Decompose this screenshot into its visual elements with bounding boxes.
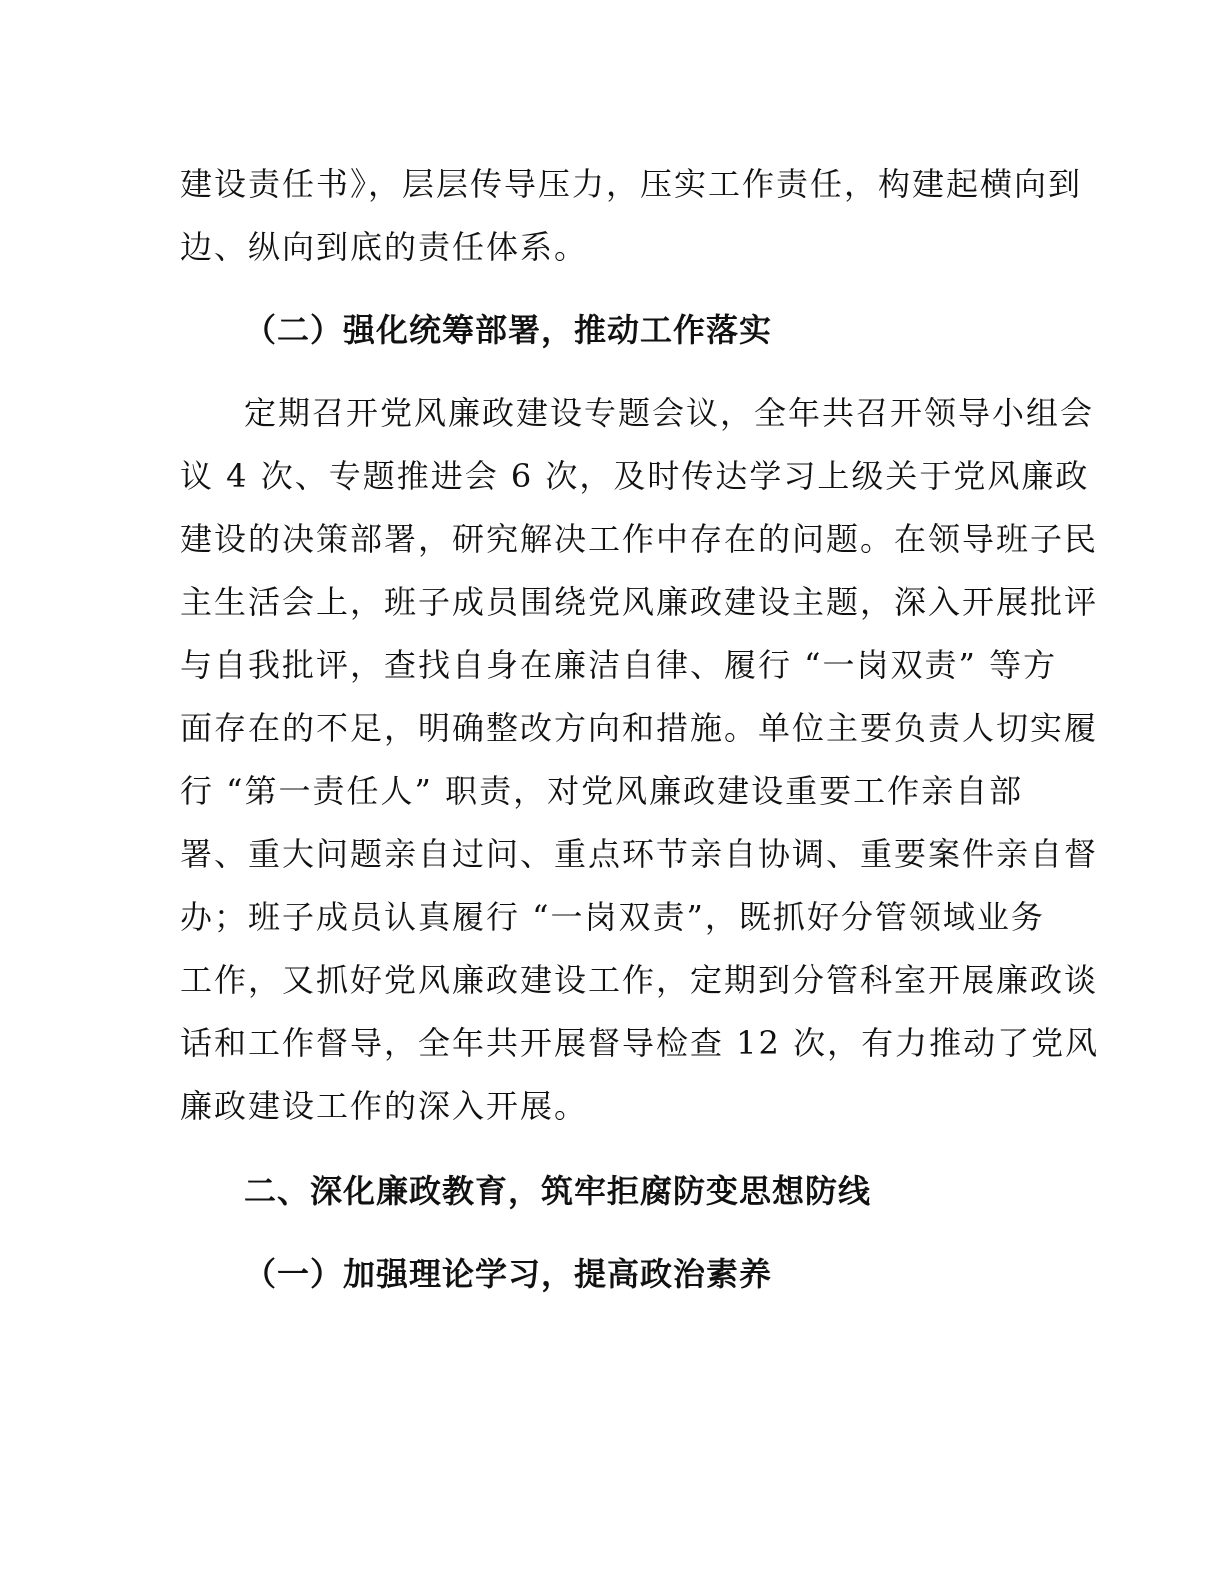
section-heading: 二、深化廉政教育，筑牢拒腐防变思想防线 — [244, 1172, 872, 1210]
paragraph-2-line-8: 署、重大问题亲自过问、重点环节亲自协调、重要案件亲自督 — [180, 835, 1099, 873]
paragraph-2-line-4: 主生活会上，班子成员围绕党风廉政建设主题，深入开展批评 — [180, 583, 1099, 621]
paragraph-2-line-6: 面存在的不足，明确整改方向和措施。单位主要负责人切实履 — [180, 709, 1099, 747]
paragraph-2-line-11: 话和工作督导，全年共开展督导检查 12 次，有力推动了党风 — [180, 1024, 1100, 1062]
paragraph-2-line-5: 与自我批评，查找自身在廉洁自律、履行 “一岗双责” 等方 — [180, 646, 1058, 684]
continuation-line-1: 建设责任书》，层层传导压力，压实工作责任，构建起横向到 — [180, 165, 1083, 203]
paragraph-2-line-3: 建设的决策部署，研究解决工作中存在的问题。在领导班子民 — [180, 520, 1099, 558]
paragraph-2-line-10: 工作，又抓好党风廉政建设工作，定期到分管科室开展廉政谈 — [180, 961, 1099, 999]
paragraph-2-line-7: 行 “第一责任人” 职责，对党风廉政建设重要工作亲自部 — [180, 772, 1024, 810]
paragraph-2-line-9: 办；班子成员认真履行 “一岗双责”，既抓好分管领域业务 — [180, 898, 1045, 936]
paragraph-2-line-2: 议 4 次、专题推进会 6 次，及时传达学习上级关于党风廉政 — [180, 457, 1090, 495]
paragraph-2-line-1: 定期召开党风廉政建设专题会议，全年共召开领导小组会 — [244, 394, 1095, 432]
subheading-1: （一）加强理论学习，提高政治素养 — [244, 1255, 773, 1293]
subheading-2: （二）强化统筹部署，推动工作落实 — [244, 311, 773, 349]
paragraph-2-line-12: 廉政建设工作的深入开展。 — [180, 1087, 589, 1125]
continuation-line-2: 边、纵向到底的责任体系。 — [180, 228, 589, 266]
